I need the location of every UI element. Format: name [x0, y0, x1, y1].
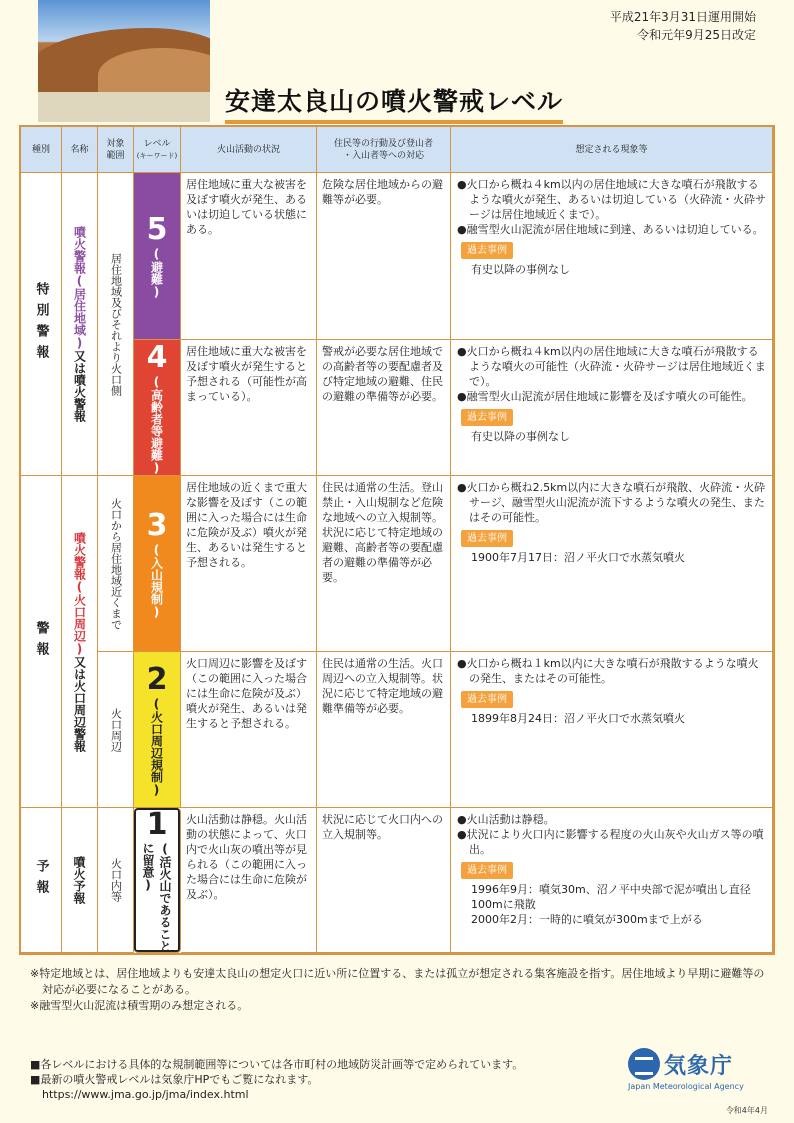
col-activity: 火山活動の状況: [181, 127, 317, 173]
name-special: 噴火警報(居住地域)又は噴火警報: [62, 173, 98, 476]
start-date: 平成21年3月31日運用開始: [609, 10, 756, 24]
col-level: レベル (キーワード): [134, 127, 181, 173]
level-keyword: (火口周辺規制): [149, 696, 164, 797]
phenomenon-item: ●火口から概ね2.5km以内に大きな噴石が飛散、火砕流・火砕サージ、融雪型火山泥流が流下するような噴火の発生、またはその可能性。: [457, 481, 766, 524]
level-5-activity: 居住地域に重大な被害を及ぼす噴火が発生、あるいは切迫している状態にある。: [181, 173, 317, 340]
level-1-activity: 火山活動は静穏。火山活動の状態によって、火口内で火山灰の噴出等が見られる（この範囲に入った場合には生命に危険が及ぶ）。: [181, 808, 317, 953]
level-1-badge: [134, 808, 181, 953]
level-keyword: (高齢者等避難): [149, 374, 164, 475]
note-lahar: ※融雪型火山泥流は積雪期のみ想定される。: [30, 999, 249, 1012]
target-residential: 居住地域及びそれより火口側: [98, 173, 134, 476]
level-number: 1: [146, 808, 168, 842]
level-4-phenomena: [451, 340, 773, 476]
agency-name: 気象庁: [664, 1053, 734, 1079]
phenomenon-item: ●融雪型火山泥流が居住地域に影響を及ぼす噴火の可能性。: [457, 390, 753, 403]
level-2-badge: [134, 652, 181, 808]
past-case: 有史以降の事例なし: [471, 430, 570, 443]
phenomenon-item: ●火口から概ね４km以内の居住地域に大きな噴石が飛散するような噴火が発生、あるいは切迫している（火砕流・火砕サージは居住地域近くまで）。: [457, 178, 766, 221]
col-name: 名称: [62, 127, 98, 173]
level-number: 2: [146, 661, 168, 697]
level-5-action: 危険な居住地域からの避難等が必要。: [317, 173, 451, 340]
level-4-badge: [134, 340, 181, 476]
header-dates: [610, 8, 756, 44]
level-3-badge: [134, 476, 181, 652]
mountain-photo: [38, 0, 210, 122]
phenomenon-item: ●状況により火口内に影響する程度の火山灰や火山ガス等の噴出。: [457, 828, 764, 856]
col-action: 住民等の行動及び登山者 ・入山者等への対応: [317, 127, 451, 173]
past-case: 1899年8月24日：沼ノ平火口で水蒸気噴火: [471, 712, 685, 725]
past-cases-tag: 過去事例: [461, 409, 513, 426]
col-type: 種別: [21, 127, 62, 173]
level-number: 4: [146, 340, 168, 375]
notes: [30, 966, 770, 1014]
level-1-action: 状況に応じて火口内への立入規制等。: [317, 808, 451, 953]
past-case: 有史以降の事例なし: [471, 263, 570, 276]
past-case: 2000年2月：一時的に噴気が300mまで上がる: [471, 913, 703, 926]
target-crater-area: 火口周辺: [98, 652, 134, 808]
level-3-action: 住民は通常の生活。登山禁止・入山規制など危険な地域への立入規制等。状況に応じて特定地域の避難、高齢者等の要配慮者の避難の準備等が必要。: [317, 476, 451, 652]
level-5-badge: [134, 173, 181, 340]
phenomenon-item: ●火口から概ね１km以内に大きな噴石が飛散するような噴火の発生、またはその可能性。: [457, 657, 759, 685]
level-4-action: 警戒が必要な居住地域での高齢者等の要配慮者及び特定地域の避難、住民の避難の準備等が必要。: [317, 340, 451, 476]
revision-date: 令和4年4月: [725, 1106, 768, 1115]
target-to-residential: 火口から居住地域近くまで: [98, 476, 134, 652]
level-4-activity: 居住地域に重大な被害を及ぼす噴火が発生すると予想される（可能性が高まっている）。: [181, 340, 317, 476]
jma-logo: [628, 1048, 778, 1116]
type-special: 特別警報: [21, 173, 62, 476]
level-keyword: (入山規制): [149, 542, 164, 619]
phenomenon-item: ●火山活動は静穏。: [457, 813, 555, 826]
level-2-phenomena: [451, 652, 773, 808]
past-case: 1996年9月：噴気30m、沼ノ平中央部で泥が噴出し直径100mに飛散: [471, 883, 751, 911]
note-special-area: ※特定地域とは、居住地域よりも安達太良山の想定火口に近い所に位置する、または孤立が想定される集客施設を指す。居住地域より早期に避難等の対応が必要になることがある。: [30, 967, 765, 996]
past-cases-tag: 過去事例: [461, 242, 513, 259]
page-title: 安達太良山の噴火警戒レベル: [225, 82, 563, 124]
past-cases-tag: 過去事例: [461, 862, 513, 879]
phenomenon-item: ●火口から概ね４km以内の居住地域に大きな噴石が飛散するような噴火の可能性（火砕流・火砕サージは居住地域近くまで）。: [457, 345, 766, 388]
level-keyword: (活火山であることに留意): [141, 842, 172, 952]
name-warning: 噴火警報(火口周辺)又は火口周辺警報: [62, 476, 98, 808]
jma-url-link[interactable]: https://www.jma.go.jp/jma/index.html: [42, 1088, 249, 1101]
footer-line-1: ■各レベルにおける具体的な規制範囲等については各市町村の地域防災計画等で定められています。: [30, 1058, 524, 1071]
alert-level-table: [19, 125, 775, 955]
footer-info: [30, 1057, 523, 1102]
past-cases-tag: 過去事例: [461, 530, 513, 547]
past-cases-tag: 過去事例: [461, 691, 513, 708]
phenomenon-item: ●融雪型火山泥流が居住地域に到達、あるいは切迫している。: [457, 223, 764, 236]
jma-emblem-icon: [628, 1048, 660, 1080]
level-2-activity: 火口周辺に影響を及ぼす（この範囲に入った場合には生命に危険が及ぶ）噴火が発生、あるいは発生すると予想される。: [181, 652, 317, 808]
level-1-phenomena: [451, 808, 773, 953]
footer-line-2: ■最新の噴火警戒レベルは気象庁HPでもご覧になれます。: [30, 1073, 319, 1086]
level-number: 5: [146, 212, 168, 247]
past-case: 1900年7月17日：沼ノ平火口で水蒸気噴火: [471, 551, 685, 564]
col-target: 対象 範囲: [98, 127, 134, 173]
level-3-activity: 居住地域の近くまで重大な影響を及ぼす（この範囲に入った場合には生命に危険が及ぶ）噴火が発生、あるいは発生すると予想される。: [181, 476, 317, 652]
level-2-action: 住民は通常の生活。火口周辺への立入規制等。状況に応じて特定地域の避難準備等が必要。: [317, 652, 451, 808]
type-forecast: 予報: [21, 808, 62, 953]
name-forecast: 噴火予報: [62, 808, 98, 953]
level-3-phenomena: [451, 476, 773, 652]
level-5-phenomena: [451, 173, 773, 340]
agency-name-en: Japan Meteorological Agency: [628, 1082, 744, 1091]
level-keyword: (避難): [149, 247, 164, 299]
revised-date: 令和元年9月25日改定: [637, 28, 756, 42]
type-warning: 警報: [21, 476, 62, 808]
col-phenomena: 想定される現象等: [451, 127, 773, 173]
level-number: 3: [146, 507, 168, 543]
target-in-crater: 火口内等: [98, 808, 134, 953]
